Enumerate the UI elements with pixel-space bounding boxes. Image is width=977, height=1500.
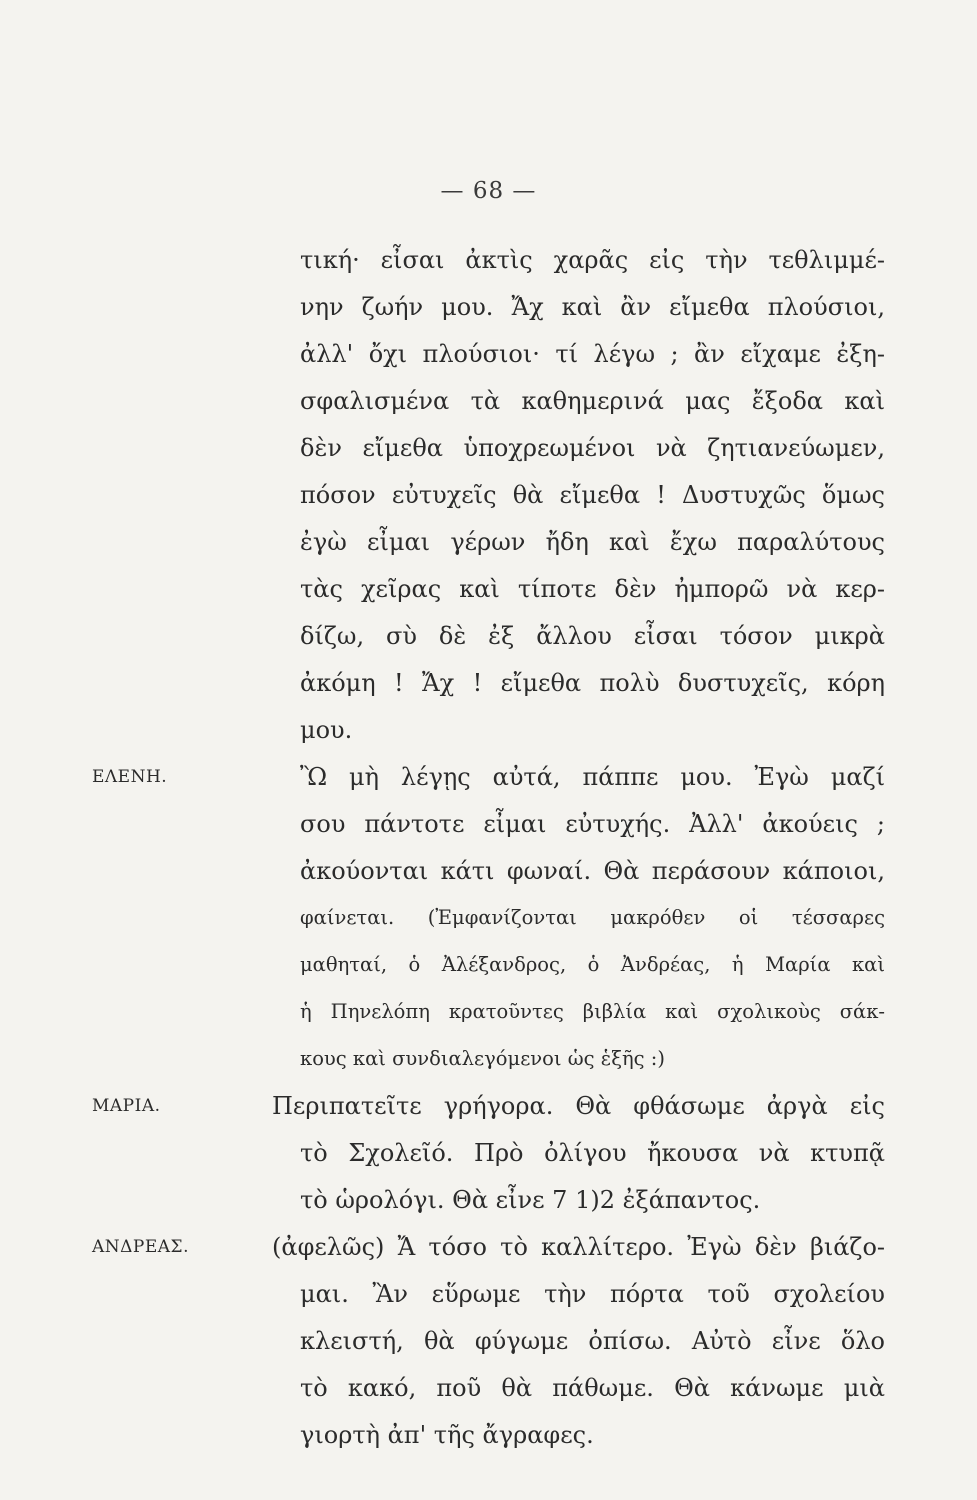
text-line: τὸ Σχολεῖό. Πρὸ ὀλίγου ἤκουσα νὰ κτυπᾷ: [300, 1139, 885, 1167]
text-line: Περιπατεῖτε γρήγορα. Θὰ φθάσωμε ἀργὰ εἰς: [272, 1092, 885, 1120]
page-number: — 68 —: [440, 178, 537, 204]
text-line: πόσον εὐτυχεῖς θὰ εἴμεθα ! Δυστυχῶς ὅμως: [300, 481, 885, 509]
stage-direction-line: κους καὶ συνδιαλεγόμενοι ὡς ἑξῆς :): [300, 1047, 665, 1070]
stage-direction-line: φαίνεται. (Ἐμφανίζονται μακρόθεν οἱ τέσσαρες: [300, 906, 885, 929]
text-line: σου πάντοτε εἶμαι εὐτυχής. Ἀλλ' ἀκούεις ;: [300, 810, 885, 838]
text-line: τική· εἶσαι ἀκτὶς χαρᾶς εἰς τὴν τεθλιμμέ-: [300, 246, 885, 274]
text-line: τὸ κακό, ποῦ θὰ πάθωμε. Θὰ κάνωμε μιὰ: [300, 1374, 885, 1402]
text-line: σφαλισμένα τὰ καθημερινά μας ἔξοδα καὶ: [300, 387, 885, 415]
speaker-eleni: ΕΛΕΝΗ.: [92, 767, 168, 787]
text-line: γιορτὴ ἀπ' τῆς ἄγραφες.: [300, 1421, 594, 1449]
stage-direction-line: ἡ Πηνελόπη κρατοῦντες βιβλία καὶ σχολικοὺς σάκ-: [300, 1000, 885, 1023]
text-line: κλειστή, θὰ φύγωμε ὀπίσω. Αὐτὸ εἶνε ὅλο: [300, 1327, 885, 1355]
text-line: ἀκούονται κάτι φωναί. Θὰ περάσουν κάποιοι,: [300, 857, 885, 885]
text-line: ἀλλ' ὄχι πλούσιοι· τί λέγω ; ἂν εἴχαμε ἐξη-: [300, 340, 885, 368]
speaker-andreas: ΑΝΔΡΕΑΣ.: [92, 1237, 189, 1257]
text-line: δὲν εἴμεθα ὑποχρεωμένοι νὰ ζητιανεύωμεν,: [300, 434, 885, 462]
text-line: μαι. Ἂν εὕρωμε τὴν πόρτα τοῦ σχολείου: [300, 1280, 885, 1308]
text-line: νην ζωήν μου. Ἄχ καὶ ἂν εἴμεθα πλούσιοι,: [300, 293, 885, 321]
text-line: δίζω, σὺ δὲ ἐξ ἄλλου εἶσαι τόσον μικρὰ: [300, 622, 885, 650]
text-line: ἐγὼ εἶμαι γέρων ἤδη καὶ ἔχω παραλύτους: [300, 528, 885, 556]
stage-direction-line: μαθηταί, ὁ Ἀλέξανδρος, ὁ Ἀνδρέας, ἡ Μαρία καὶ: [300, 953, 885, 976]
text-line: ἀκόμη ! Ἄχ ! εἴμεθα πολὺ δυστυχεῖς, κόρη: [300, 669, 885, 697]
text-line: Ὢ μὴ λέγῃς αὐτά, πάππε μου. Ἐγὼ μαζί: [300, 763, 885, 791]
speaker-maria: ΜΑΡΙΑ.: [92, 1096, 161, 1116]
text-line: τὸ ὡρολόγι. Θὰ εἶνε 7 1)2 ἐξάπαντος.: [300, 1186, 761, 1214]
text-line: μου.: [300, 716, 353, 744]
text-line: (ἀφελῶς) Ἄ τόσο τὸ καλλίτερο. Ἐγὼ δὲν βιάζο-: [272, 1233, 885, 1261]
text-line: τὰς χεῖρας καὶ τίποτε δὲν ἠμπορῶ νὰ κερ-: [300, 575, 885, 603]
